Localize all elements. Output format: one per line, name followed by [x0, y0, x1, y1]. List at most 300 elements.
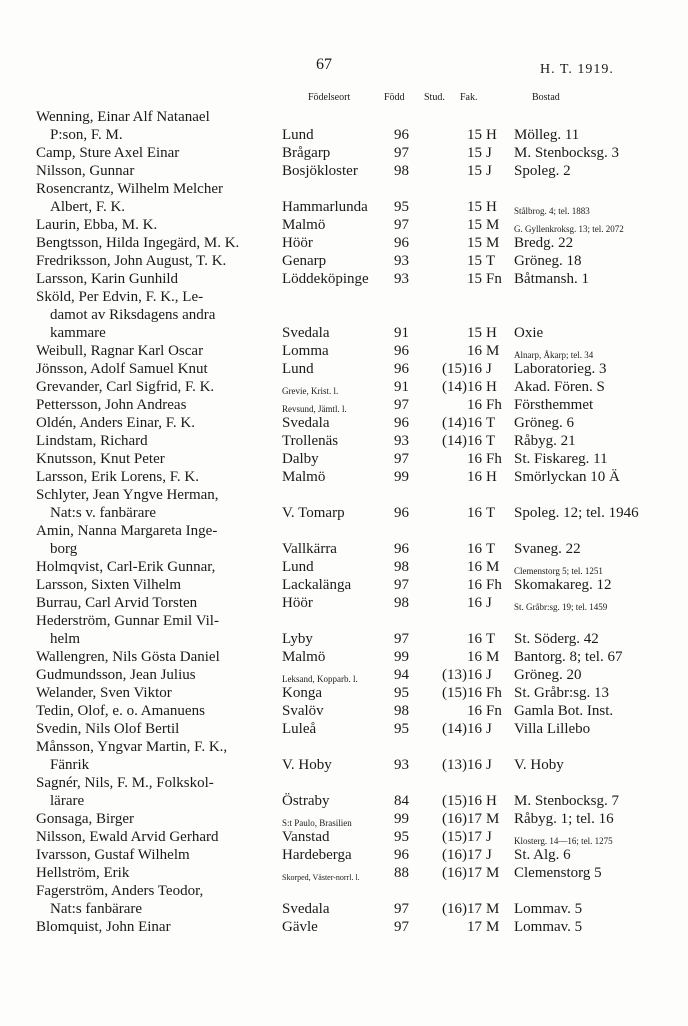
register-row	[36, 288, 674, 342]
student-name-line: Fagerström, Anders Teodor,	[36, 883, 204, 899]
student-name	[36, 864, 282, 882]
birth-year: 98	[394, 595, 409, 611]
birthplace: S:t Paulo, Brasilien	[282, 818, 352, 828]
student-name-line: Larsson, Sixten Vilhelm	[36, 577, 182, 593]
student-name	[36, 738, 282, 774]
column-header-born: Född	[384, 92, 405, 103]
study-year: (14)16	[442, 433, 482, 449]
address: Skomakareg. 12	[514, 577, 612, 593]
address: Gröneg. 20	[514, 667, 582, 683]
register-row	[36, 234, 674, 252]
address: Gamla Bot. Inst.	[514, 703, 614, 719]
student-name-line: Gonsaga, Birger	[36, 811, 135, 827]
register-row	[36, 918, 674, 936]
birthplace: Trollenäs	[282, 433, 339, 449]
faculty: J	[486, 595, 492, 611]
birth-year: 97	[394, 397, 409, 413]
birthplace: Luleå	[282, 721, 317, 737]
birthplace: Skorped, Väster-norrl. l.	[282, 873, 360, 882]
faculty: H	[486, 199, 497, 215]
address: Spoleg. 2	[514, 163, 571, 179]
student-name-line: Jönsson, Adolf Samuel Knut	[36, 361, 208, 377]
student-name-line: Rosencrantz, Wilhelm Melcher	[36, 181, 223, 197]
address: St. Gråbr:sg. 13	[514, 685, 609, 701]
student-name-line: Grevander, Carl Sigfrid, F. K.	[36, 379, 215, 395]
address: Gröneg. 6	[514, 415, 574, 431]
faculty: Fh	[486, 685, 502, 701]
faculty: Fh	[486, 577, 502, 593]
address: Lommav. 5	[514, 901, 583, 917]
faculty: J	[486, 361, 492, 377]
student-name-line: Albert, F. K.	[50, 199, 126, 215]
student-name	[36, 846, 282, 864]
birth-year: 96	[394, 235, 409, 251]
birth-year: 97	[394, 901, 409, 917]
register-row	[36, 522, 674, 558]
birthplace: Dalby	[282, 451, 319, 467]
student-name	[36, 396, 282, 414]
address: V. Hoby	[514, 757, 564, 773]
register-row	[36, 576, 674, 594]
birth-year: 97	[394, 919, 409, 935]
birth-year: 94	[394, 667, 409, 683]
study-year: (16)17	[442, 847, 482, 863]
study-year: 16	[467, 559, 482, 575]
faculty: J	[486, 667, 492, 683]
student-name	[36, 810, 282, 828]
study-year: 15	[467, 235, 482, 251]
address: Råbyg. 21	[514, 433, 576, 449]
student-name	[36, 342, 282, 360]
faculty: H	[486, 793, 497, 809]
faculty: T	[486, 631, 496, 647]
faculty: Fh	[486, 451, 502, 467]
birth-year: 96	[394, 505, 409, 521]
address: St. Gråbr:sg. 19; tel. 1459	[514, 602, 608, 612]
birthplace: Vallkärra	[282, 541, 337, 557]
study-year: 16	[467, 541, 482, 557]
birthplace: Svedala	[282, 325, 330, 341]
student-name-line: Fänrik	[50, 757, 90, 773]
student-name	[36, 684, 282, 702]
study-year: 16	[467, 595, 482, 611]
faculty: J	[486, 829, 492, 845]
birthplace: Svedala	[282, 901, 330, 917]
address: St. Fiskareg. 11	[514, 451, 608, 467]
register-row	[36, 774, 674, 810]
student-name-line: Månsson, Yngvar Martin, F. K.,	[36, 739, 228, 755]
volume-label: H. T. 1919.	[540, 62, 614, 77]
study-year: (13)16	[442, 757, 482, 773]
address: Båtmansh. 1	[514, 271, 589, 287]
column-header-birthplace: Födelseort	[308, 92, 351, 103]
student-name	[36, 594, 282, 612]
birth-year: 99	[394, 469, 409, 485]
birth-year: 93	[394, 253, 409, 269]
student-name-line: Blomquist, John Einar	[36, 919, 171, 935]
study-year: 15	[467, 271, 482, 287]
student-name	[36, 288, 282, 342]
student-name	[36, 180, 282, 216]
address: Laboratorieg. 3	[514, 361, 607, 377]
student-name-line: Ivarsson, Gustaf Wilhelm	[36, 847, 190, 863]
address: Lommav. 5	[514, 919, 583, 935]
column-header-faculty: Fak.	[460, 92, 478, 103]
study-year: 15	[467, 145, 482, 161]
faculty: H	[486, 379, 497, 395]
birth-year: 95	[394, 685, 409, 701]
student-name	[36, 108, 282, 144]
student-name	[36, 414, 282, 432]
student-name	[36, 252, 282, 270]
page-number: 67	[316, 56, 332, 73]
student-name-line: lärare	[50, 793, 85, 809]
column-header-address: Bostad	[532, 92, 560, 103]
study-year: 15	[467, 217, 482, 233]
student-name-line: Sagnér, Nils, F. M., Folkskol-	[36, 775, 214, 791]
register-row	[36, 180, 674, 216]
study-year: 15	[467, 127, 482, 143]
student-name	[36, 360, 282, 378]
student-name-line: helm	[50, 631, 80, 647]
address: Clemenstorg 5	[514, 865, 602, 881]
student-name	[36, 162, 282, 180]
student-name	[36, 432, 282, 450]
study-year: 17	[467, 919, 482, 935]
faculty: J	[486, 721, 492, 737]
birth-year: 97	[394, 451, 409, 467]
study-year: (16)17	[442, 865, 482, 881]
study-year: (13)16	[442, 667, 482, 683]
register-row	[36, 738, 674, 774]
birthplace: Brågarp	[282, 145, 331, 161]
student-name-line: Pettersson, John Andreas	[36, 397, 187, 413]
register-row	[36, 702, 674, 720]
register-row	[36, 864, 674, 882]
register-row	[36, 666, 674, 684]
birthplace: Lackalänga	[282, 577, 352, 593]
birth-year: 93	[394, 433, 409, 449]
study-year: 15	[467, 325, 482, 341]
study-year: 16	[467, 649, 482, 665]
faculty: T	[486, 415, 496, 431]
birth-year: 97	[394, 577, 409, 593]
birthplace: V. Tomarp	[282, 505, 345, 521]
faculty: M	[486, 811, 500, 827]
student-name	[36, 702, 282, 720]
birth-year: 99	[394, 811, 409, 827]
birth-year: 95	[394, 199, 409, 215]
birth-year: 91	[394, 325, 409, 341]
faculty: T	[486, 541, 496, 557]
student-name-line: Tedin, Olof, e. o. Amanuens	[36, 703, 205, 719]
birthplace: Hammarlunda	[282, 199, 368, 215]
address: Villa Lillebo	[514, 721, 591, 737]
study-year: (14)16	[442, 721, 482, 737]
birth-year: 97	[394, 631, 409, 647]
student-name	[36, 720, 282, 738]
address: Mölleg. 11	[514, 127, 580, 143]
study-year: 15	[467, 163, 482, 179]
birth-year: 91	[394, 379, 409, 395]
faculty: H	[486, 127, 497, 143]
student-name	[36, 666, 282, 684]
faculty: J	[486, 145, 492, 161]
student-name	[36, 144, 282, 162]
register-row	[36, 594, 674, 612]
student-name-line: Sköld, Per Edvin, F. K., Le-	[36, 289, 204, 305]
birth-year: 84	[394, 793, 409, 809]
register-row	[36, 216, 674, 234]
faculty: J	[486, 847, 492, 863]
register-row	[36, 342, 674, 360]
study-year: (15)16	[442, 685, 482, 701]
faculty: T	[486, 505, 496, 521]
student-name-line: Nilsson, Gunnar	[36, 163, 135, 179]
register-row	[36, 882, 674, 918]
faculty: Fh	[486, 397, 502, 413]
register-row	[36, 720, 674, 738]
register-row	[36, 162, 674, 180]
student-name	[36, 378, 282, 396]
student-name-line: Knutsson, Knut Peter	[36, 451, 165, 467]
birth-year: 96	[394, 127, 409, 143]
faculty: H	[486, 469, 497, 485]
address: Svaneg. 22	[514, 541, 581, 557]
study-year: 16	[467, 505, 482, 521]
study-year: 16	[467, 631, 482, 647]
faculty: M	[486, 217, 500, 233]
birth-year: 98	[394, 559, 409, 575]
register-row	[36, 486, 674, 522]
study-year: (14)16	[442, 379, 482, 395]
study-year: (15)16	[442, 793, 482, 809]
address: Försthemmet	[514, 397, 594, 413]
student-name	[36, 450, 282, 468]
faculty: T	[486, 253, 496, 269]
birth-year: 98	[394, 703, 409, 719]
birthplace: Grevie, Krist. l.	[282, 386, 339, 396]
student-name-line: damot av Riksdagens andra	[50, 307, 216, 323]
student-name-line: Weibull, Ragnar Karl Oscar	[36, 343, 204, 359]
student-name-line: Schlyter, Jean Yngve Herman,	[36, 487, 219, 503]
faculty: H	[486, 325, 497, 341]
student-name-line: Wallengren, Nils Gösta Daniel	[36, 649, 220, 665]
birthplace: Svedala	[282, 415, 330, 431]
study-year: 16	[467, 577, 482, 593]
birth-year: 96	[394, 343, 409, 359]
faculty: J	[486, 163, 492, 179]
address: Smörlyckan 10 Ä	[514, 469, 620, 485]
birth-year: 98	[394, 163, 409, 179]
address: Stålbrog. 4; tel. 1883	[514, 206, 590, 216]
student-name	[36, 576, 282, 594]
study-year: 16	[467, 451, 482, 467]
birthplace: Höör	[282, 595, 313, 611]
address: Klosterg. 14—16; tel. 1275	[514, 836, 613, 846]
register-row	[36, 396, 674, 414]
faculty: M	[486, 343, 500, 359]
student-name	[36, 270, 282, 288]
birthplace: Bosjökloster	[282, 163, 358, 179]
student-name-line: Larsson, Karin Gunhild	[36, 271, 179, 287]
address: Alnarp, Åkarp; tel. 34	[514, 350, 594, 360]
study-year: (16)17	[442, 811, 482, 827]
student-name-line: Holmqvist, Carl-Erik Gunnar,	[36, 559, 216, 575]
student-name-line: Wenning, Einar Alf Natanael	[36, 109, 210, 125]
register-row	[36, 846, 674, 864]
birth-year: 88	[394, 865, 409, 881]
student-name	[36, 918, 282, 936]
faculty: M	[486, 559, 500, 575]
birthplace: Löddeköpinge	[282, 271, 369, 287]
birthplace: Vanstad	[282, 829, 330, 845]
student-name-line: Burrau, Carl Arvid Torsten	[36, 595, 198, 611]
birth-year: 97	[394, 145, 409, 161]
student-name	[36, 522, 282, 558]
column-header-studied: Stud.	[424, 92, 445, 103]
birthplace: Leksand, Kopparb. l.	[282, 674, 358, 684]
study-year: 15	[467, 253, 482, 269]
address: Oxie	[514, 325, 544, 341]
birthplace: Svalöv	[282, 703, 324, 719]
birthplace: Lund	[282, 361, 314, 377]
birth-year: 95	[394, 721, 409, 737]
faculty: T	[486, 433, 496, 449]
faculty: M	[486, 649, 500, 665]
faculty: M	[486, 901, 500, 917]
student-name-line: Laurin, Ebba, M. K.	[36, 217, 158, 233]
birth-year: 95	[394, 829, 409, 845]
student-name-line: P:son, F. M.	[50, 127, 123, 143]
student-name-line: Nat:s fanbärare	[50, 901, 143, 917]
study-year: 15	[467, 199, 482, 215]
birthplace: Lund	[282, 127, 314, 143]
register-row	[36, 144, 674, 162]
register-row	[36, 612, 674, 648]
student-name-line: Larsson, Erik Lorens, F. K.	[36, 469, 199, 485]
student-name	[36, 486, 282, 522]
student-name-line: borg	[50, 541, 78, 557]
student-register-table	[36, 108, 674, 936]
register-row	[36, 468, 674, 486]
register-row	[36, 414, 674, 432]
faculty: Fn	[486, 703, 502, 719]
birthplace: Lund	[282, 559, 314, 575]
register-row	[36, 648, 674, 666]
student-name	[36, 774, 282, 810]
register-row	[36, 810, 674, 828]
address: M. Stenbocksg. 7	[514, 793, 619, 809]
student-name	[36, 882, 282, 918]
address: Akad. Fören. S	[514, 379, 605, 395]
address: G. Gyllenkroksg. 13; tel. 2072	[514, 224, 624, 234]
birth-year: 93	[394, 757, 409, 773]
student-name-line: kammare	[50, 325, 106, 341]
register-row	[36, 828, 674, 846]
faculty: M	[486, 865, 500, 881]
address: St. Alg. 6	[514, 847, 571, 863]
birth-year: 97	[394, 217, 409, 233]
study-year: 16	[467, 469, 482, 485]
student-name-line: Amin, Nanna Margareta Inge-	[36, 523, 218, 539]
birthplace: V. Hoby	[282, 757, 332, 773]
address: Råbyg. 1; tel. 16	[514, 811, 614, 827]
student-name-line: Oldén, Anders Einar, F. K.	[36, 415, 196, 431]
faculty: J	[486, 757, 492, 773]
birthplace: Lomma	[282, 343, 329, 359]
birth-year: 99	[394, 649, 409, 665]
student-name	[36, 234, 282, 252]
register-row	[36, 252, 674, 270]
student-name-line: Welander, Sven Viktor	[36, 685, 172, 701]
birthplace: Genarp	[282, 253, 327, 269]
student-name-line: Camp, Sture Axel Einar	[36, 145, 180, 161]
birthplace: Lyby	[282, 631, 313, 647]
student-name-line: Fredriksson, John August, T. K.	[36, 253, 227, 269]
address: Bantorg. 8; tel. 67	[514, 649, 623, 665]
study-year: 16	[467, 397, 482, 413]
study-year: (15)17	[442, 829, 482, 845]
birth-year: 93	[394, 271, 409, 287]
register-row	[36, 432, 674, 450]
student-name-line: Lindstam, Richard	[36, 433, 148, 449]
birthplace: Östraby	[282, 793, 330, 809]
birth-year: 96	[394, 847, 409, 863]
register-row	[36, 108, 674, 144]
address: Clemenstorg 5; tel. 1251	[514, 566, 603, 576]
study-year: 16	[467, 343, 482, 359]
register-row	[36, 360, 674, 378]
register-row	[36, 270, 674, 288]
register-row	[36, 450, 674, 468]
study-year: (15)16	[442, 361, 482, 377]
faculty: Fn	[486, 271, 502, 287]
student-name	[36, 468, 282, 486]
study-year: (14)16	[442, 415, 482, 431]
address: St. Söderg. 42	[514, 631, 599, 647]
address: Spoleg. 12; tel. 1946	[514, 505, 639, 521]
birthplace: Malmö	[282, 469, 326, 485]
birth-year: 96	[394, 361, 409, 377]
address: Bredg. 22	[514, 235, 574, 251]
student-name-line: Nilsson, Ewald Arvid Gerhard	[36, 829, 219, 845]
register-row	[36, 378, 674, 396]
birth-year: 96	[394, 415, 409, 431]
student-name-line: Hederström, Gunnar Emil Vil-	[36, 613, 219, 629]
student-name-line: Hellström, Erik	[36, 865, 130, 881]
birthplace: Revsund, Jämtl. l.	[282, 404, 347, 414]
study-year: 16	[467, 703, 482, 719]
student-name	[36, 828, 282, 846]
student-name-line: Svedin, Nils Olof Bertil	[36, 721, 180, 737]
faculty: M	[486, 235, 500, 251]
student-name-line: Bengtsson, Hilda Ingegärd, M. K.	[36, 235, 240, 251]
register-row	[36, 684, 674, 702]
faculty: M	[486, 919, 500, 935]
birthplace: Hardeberga	[282, 847, 352, 863]
study-year: (16)17	[442, 901, 482, 917]
address: M. Stenbocksg. 3	[514, 145, 619, 161]
birthplace: Malmö	[282, 649, 326, 665]
birthplace: Konga	[282, 685, 322, 701]
student-name	[36, 216, 282, 234]
student-name-line: Nat:s v. fanbärare	[50, 505, 157, 521]
student-name	[36, 648, 282, 666]
birthplace: Malmö	[282, 217, 326, 233]
student-name	[36, 612, 282, 648]
birthplace: Höör	[282, 235, 313, 251]
